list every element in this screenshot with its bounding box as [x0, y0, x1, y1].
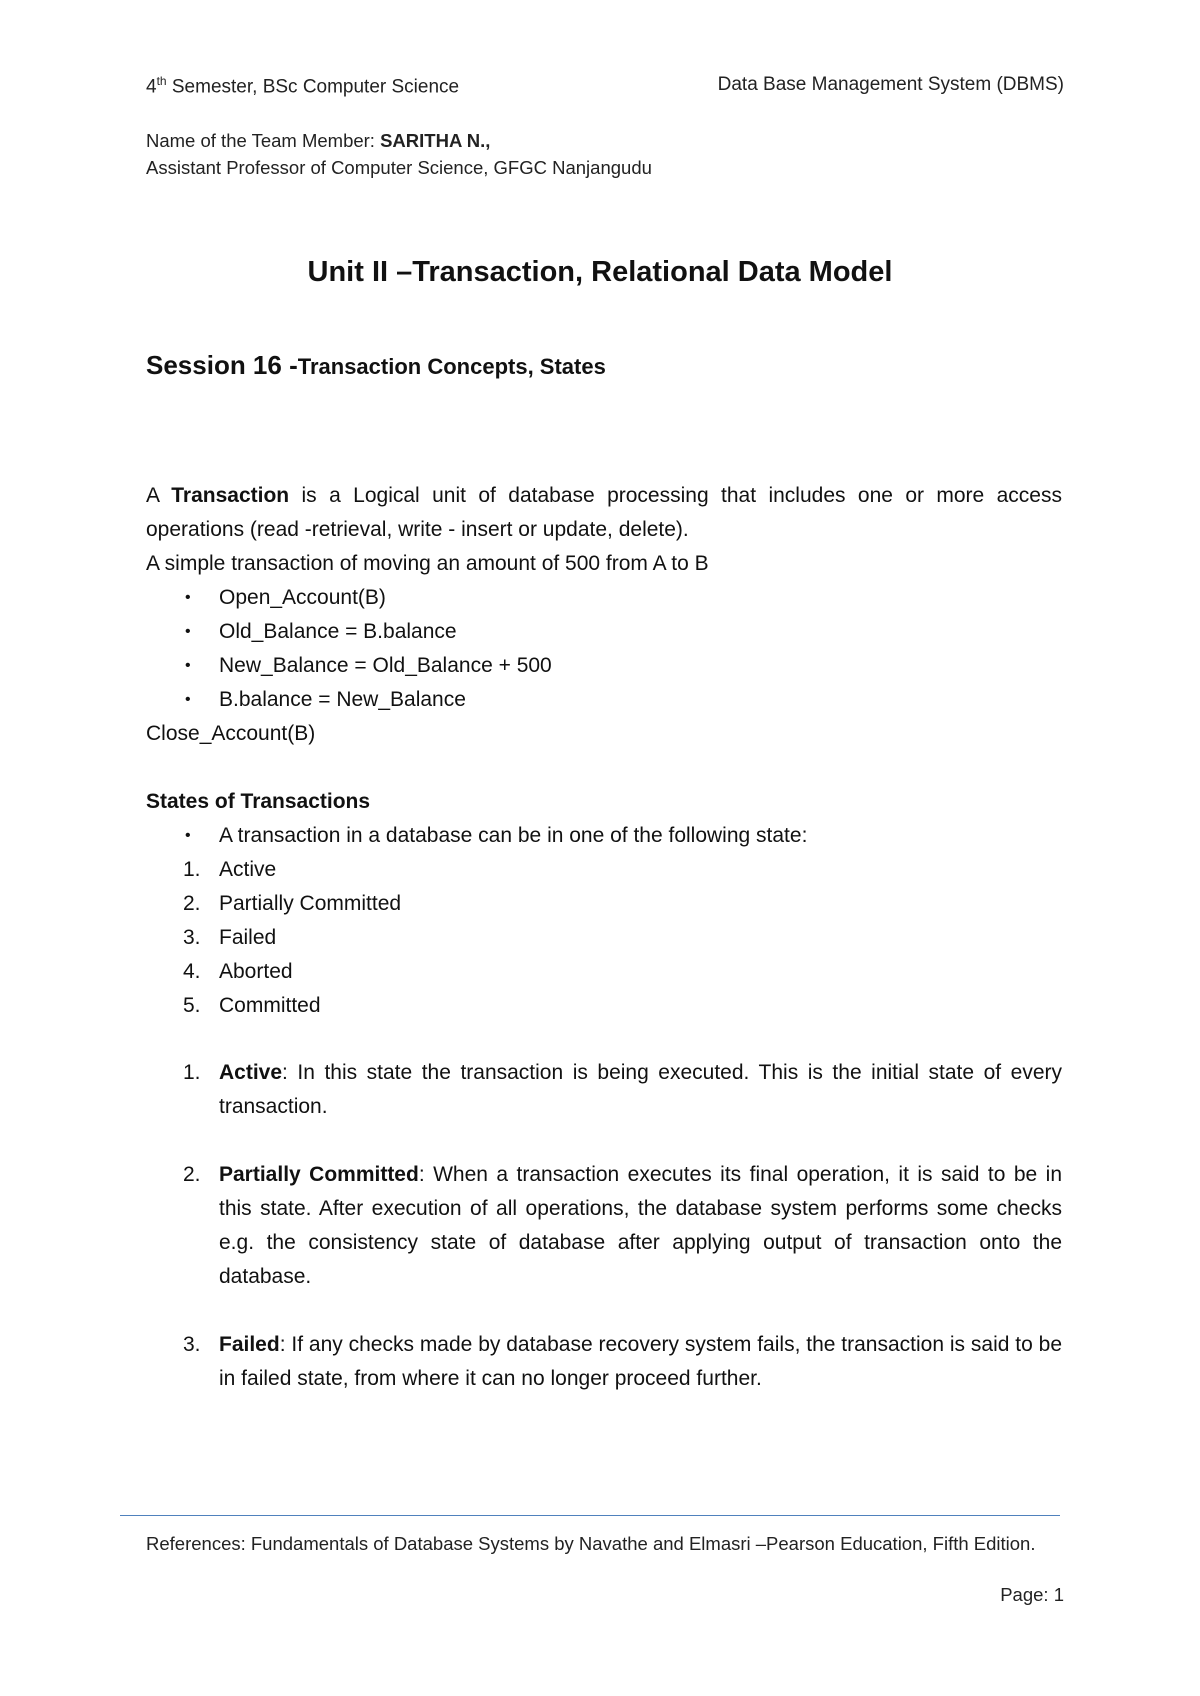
step-item: Old_Balance = B.balance [219, 620, 457, 643]
bullet-icon: • [185, 589, 191, 606]
state-number: 4. [183, 960, 201, 983]
footer-divider [120, 1515, 1060, 1516]
state-number: 1. [183, 858, 201, 881]
step-item: New_Balance = Old_Balance + 500 [219, 654, 552, 677]
close-step: Close_Account(B) [146, 722, 316, 745]
page-number-value: 1 [1053, 1584, 1064, 1605]
session-title [146, 350, 606, 381]
step-item: B.balance = New_Balance [219, 688, 466, 711]
state-number: 2. [183, 892, 201, 915]
bullet-icon: • [185, 623, 191, 640]
header-semester-suffix: th [156, 74, 167, 88]
team-designation: Assistant Professor of Computer Science, GFGC Nanjangudu [146, 157, 652, 178]
bullet-icon: • [185, 827, 191, 844]
detail-description: : In this state the transaction is being executed. This is the initial state of every transaction. [219, 1061, 1062, 1118]
detail-text [219, 1328, 1062, 1396]
detail-text [219, 1158, 1062, 1294]
team-name-label: Name of the Team Member: [146, 130, 381, 151]
detail-text [219, 1056, 1062, 1124]
states-intro: A transaction in a database can be in one of the following state: [219, 824, 808, 847]
state-item: Active [219, 858, 277, 881]
states-list [0, 819, 1200, 1019]
step-item: Open_Account(B) [219, 586, 386, 609]
state-item: Failed [219, 926, 277, 949]
detail-description: : If any checks made by database recovery system fails, the transaction is said to be in failed state, from where it can no longer proceed further. [219, 1333, 1062, 1390]
intro-paragraph [146, 479, 1062, 547]
detail-term: Active [219, 1061, 283, 1084]
session-prefix: Session 16 - [146, 350, 298, 380]
state-number: 3. [183, 926, 201, 949]
intro-rest: is a Logical unit of database processing that includes one or more access operations (read -retrieval, write - insert or update, delete). [146, 484, 1062, 541]
state-item: Committed [219, 994, 321, 1017]
detail-term: Failed [219, 1333, 280, 1356]
session-topic: Transaction Concepts, States [297, 354, 606, 379]
page-label: Page: [1000, 1584, 1054, 1605]
bullet-icon: • [185, 691, 191, 708]
header-course: Semester, BSc Computer Science [166, 76, 460, 98]
intro-term: Transaction [171, 484, 290, 507]
detail-number: 2. [183, 1163, 201, 1186]
states-heading: States of Transactions [146, 790, 371, 813]
state-number: 5. [183, 994, 201, 1017]
unit-title: Unit II –Transaction, Relational Data Model [307, 256, 893, 288]
intro-lead: A [146, 484, 172, 507]
bullet-icon: • [185, 657, 191, 674]
header-right: Data Base Management System (DBMS) [717, 74, 1064, 95]
steps-list [0, 581, 1200, 721]
team-member [146, 127, 652, 181]
detail-term: Partially Committed [219, 1163, 419, 1186]
header-left [146, 74, 459, 98]
state-item: Aborted [219, 960, 293, 983]
team-name-value: SARITHA N., [380, 130, 491, 151]
detail-description: : When a transaction executes its final operation, it is said to be in this state. After execution of all operations, the database system performs some checks e.g. the consistency state of database after applying output of transaction onto the database. [219, 1163, 1063, 1288]
page-number [1000, 1584, 1064, 1606]
state-item: Partially Committed [219, 892, 402, 915]
detail-number: 3. [183, 1333, 201, 1356]
footer-references: References: Fundamentals of Database Systems by Navathe and Elmasri –Pearson Education, Fifth Edition. [146, 1533, 1036, 1554]
simple-transaction-line: A simple transaction of moving an amount of 500 from A to B [146, 552, 709, 575]
header-semester-number: 4 [146, 76, 157, 98]
detail-number: 1. [183, 1061, 201, 1084]
